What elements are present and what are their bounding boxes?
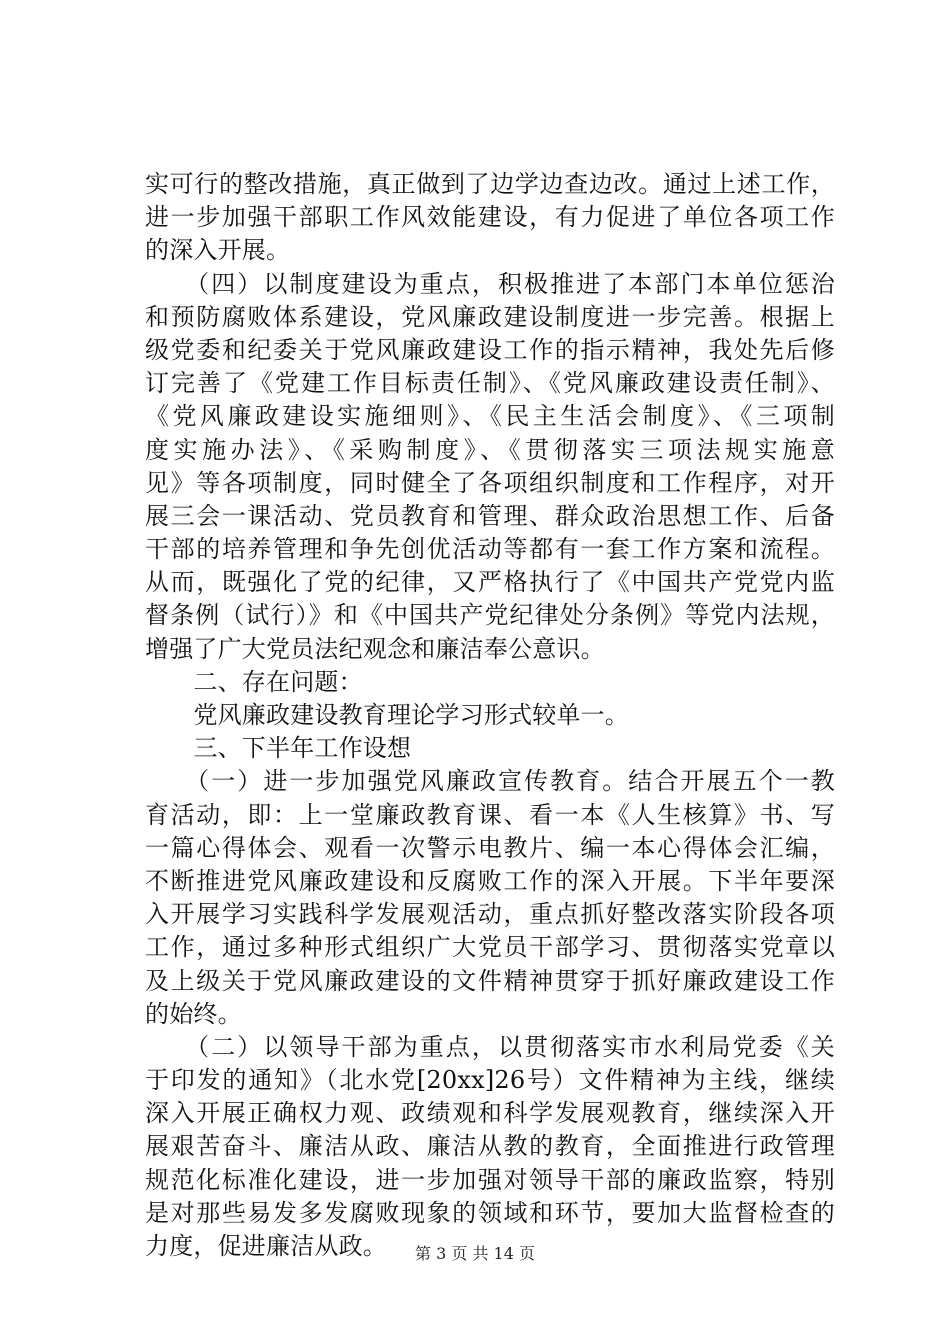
text-line: 入开展学习实践科学发展观活动，重点抓好整改落实阶段各项	[145, 900, 835, 929]
text-line: 实可行的整改措施，真正做到了边学边查边改。通过上述工作，	[145, 170, 835, 198]
text-line: 工作，通过多种形式组织广大党员干部学习、贯彻落实党章以	[145, 933, 835, 962]
text-line: 力度，促进廉洁从政。	[145, 1232, 387, 1260]
text-line: 增强了广大党员法纪观念和廉洁奉公意识。	[145, 634, 605, 663]
text-line: 规范化标准化建设，进一步加强对领导干部的廉政监察，特别	[145, 1165, 835, 1194]
text-line: 见》等各项制度，同时健全了各项组织制度和工作程序，对开	[145, 468, 835, 497]
text-line: 一篇心得体会、观看一次警示电教片、编一本心得体会汇编，	[145, 833, 835, 862]
text-line: 展艰苦奋斗、廉洁从政、廉洁从教的教育，全面推进行政管理	[145, 1132, 835, 1161]
text-line: 及上级关于党风廉政建设的文件精神贯穿于抓好廉政建设工作	[145, 966, 835, 995]
text-line: 的深入开展。	[145, 236, 291, 265]
text-line: 是对那些易发多发腐败现象的领域和环节，要加大监督检查的	[145, 1198, 835, 1227]
text-line: 党风廉政建设教育理论学习形式较单一。	[145, 701, 629, 729]
text-line: 于印发的通知》（北水党[20xx]26号）文件精神为主线，继续	[145, 1066, 835, 1095]
text-line: （一）进一步加强党风廉政宣传教育。结合开展五个一教	[145, 767, 835, 796]
text-line: 深入开展正确权力观、政绩观和科学发展观教育，继续深入开	[145, 1099, 835, 1128]
text-line: 进一步加强干部职工作风效能建设，有力促进了单位各项工作	[145, 203, 835, 232]
text-line: 育活动，即：上一堂廉政教育课、看一本《人生核算》书、写	[145, 800, 835, 829]
text-line: 干部的培养管理和争先创优活动等都有一套工作方案和流程。	[145, 535, 835, 564]
text-line: 不断推进党风廉政建设和反腐败工作的深入开展。下半年要深	[145, 866, 835, 895]
text-line: （四）以制度建设为重点，积极推进了本部门本单位惩治	[145, 269, 835, 298]
text-line: 三、下半年工作设想	[145, 734, 412, 763]
text-line: 《党风廉政建设实施细则》、《民主生活会制度》、《三项制	[145, 402, 835, 431]
text-line: 从而，既强化了党的纪律，又严格执行了《中国共产党党内监	[145, 568, 835, 597]
text-line: 度实施办法》、《采购制度》、《贯彻落实三项法规实施意	[145, 435, 835, 464]
text-line: 级党委和纪委关于党风廉政建设工作的指示精神，我处先后修	[145, 335, 835, 364]
page-number-footer: 第 3 页 共 14 页	[415, 1244, 535, 1263]
text-line: 的始终。	[145, 999, 242, 1028]
text-line: 二、存在问题：	[145, 667, 363, 696]
text-line: 订完善了《党建工作目标责任制》、《党风廉政建设责任制》、	[145, 369, 835, 398]
text-line: 展三会一课活动、党员教育和管理、群众政治思想工作、后备	[145, 501, 835, 530]
text-line: 督条例（试行）》和《中国共产党纪律处分条例》等党内法规，	[145, 601, 835, 630]
text-line: （二）以领导干部为重点，以贯彻落实市水利局党委《关	[145, 1032, 835, 1061]
text-line: 和预防腐败体系建设，党风廉政建设制度进一步完善。根据上	[145, 302, 835, 331]
document-body	[145, 168, 835, 1263]
